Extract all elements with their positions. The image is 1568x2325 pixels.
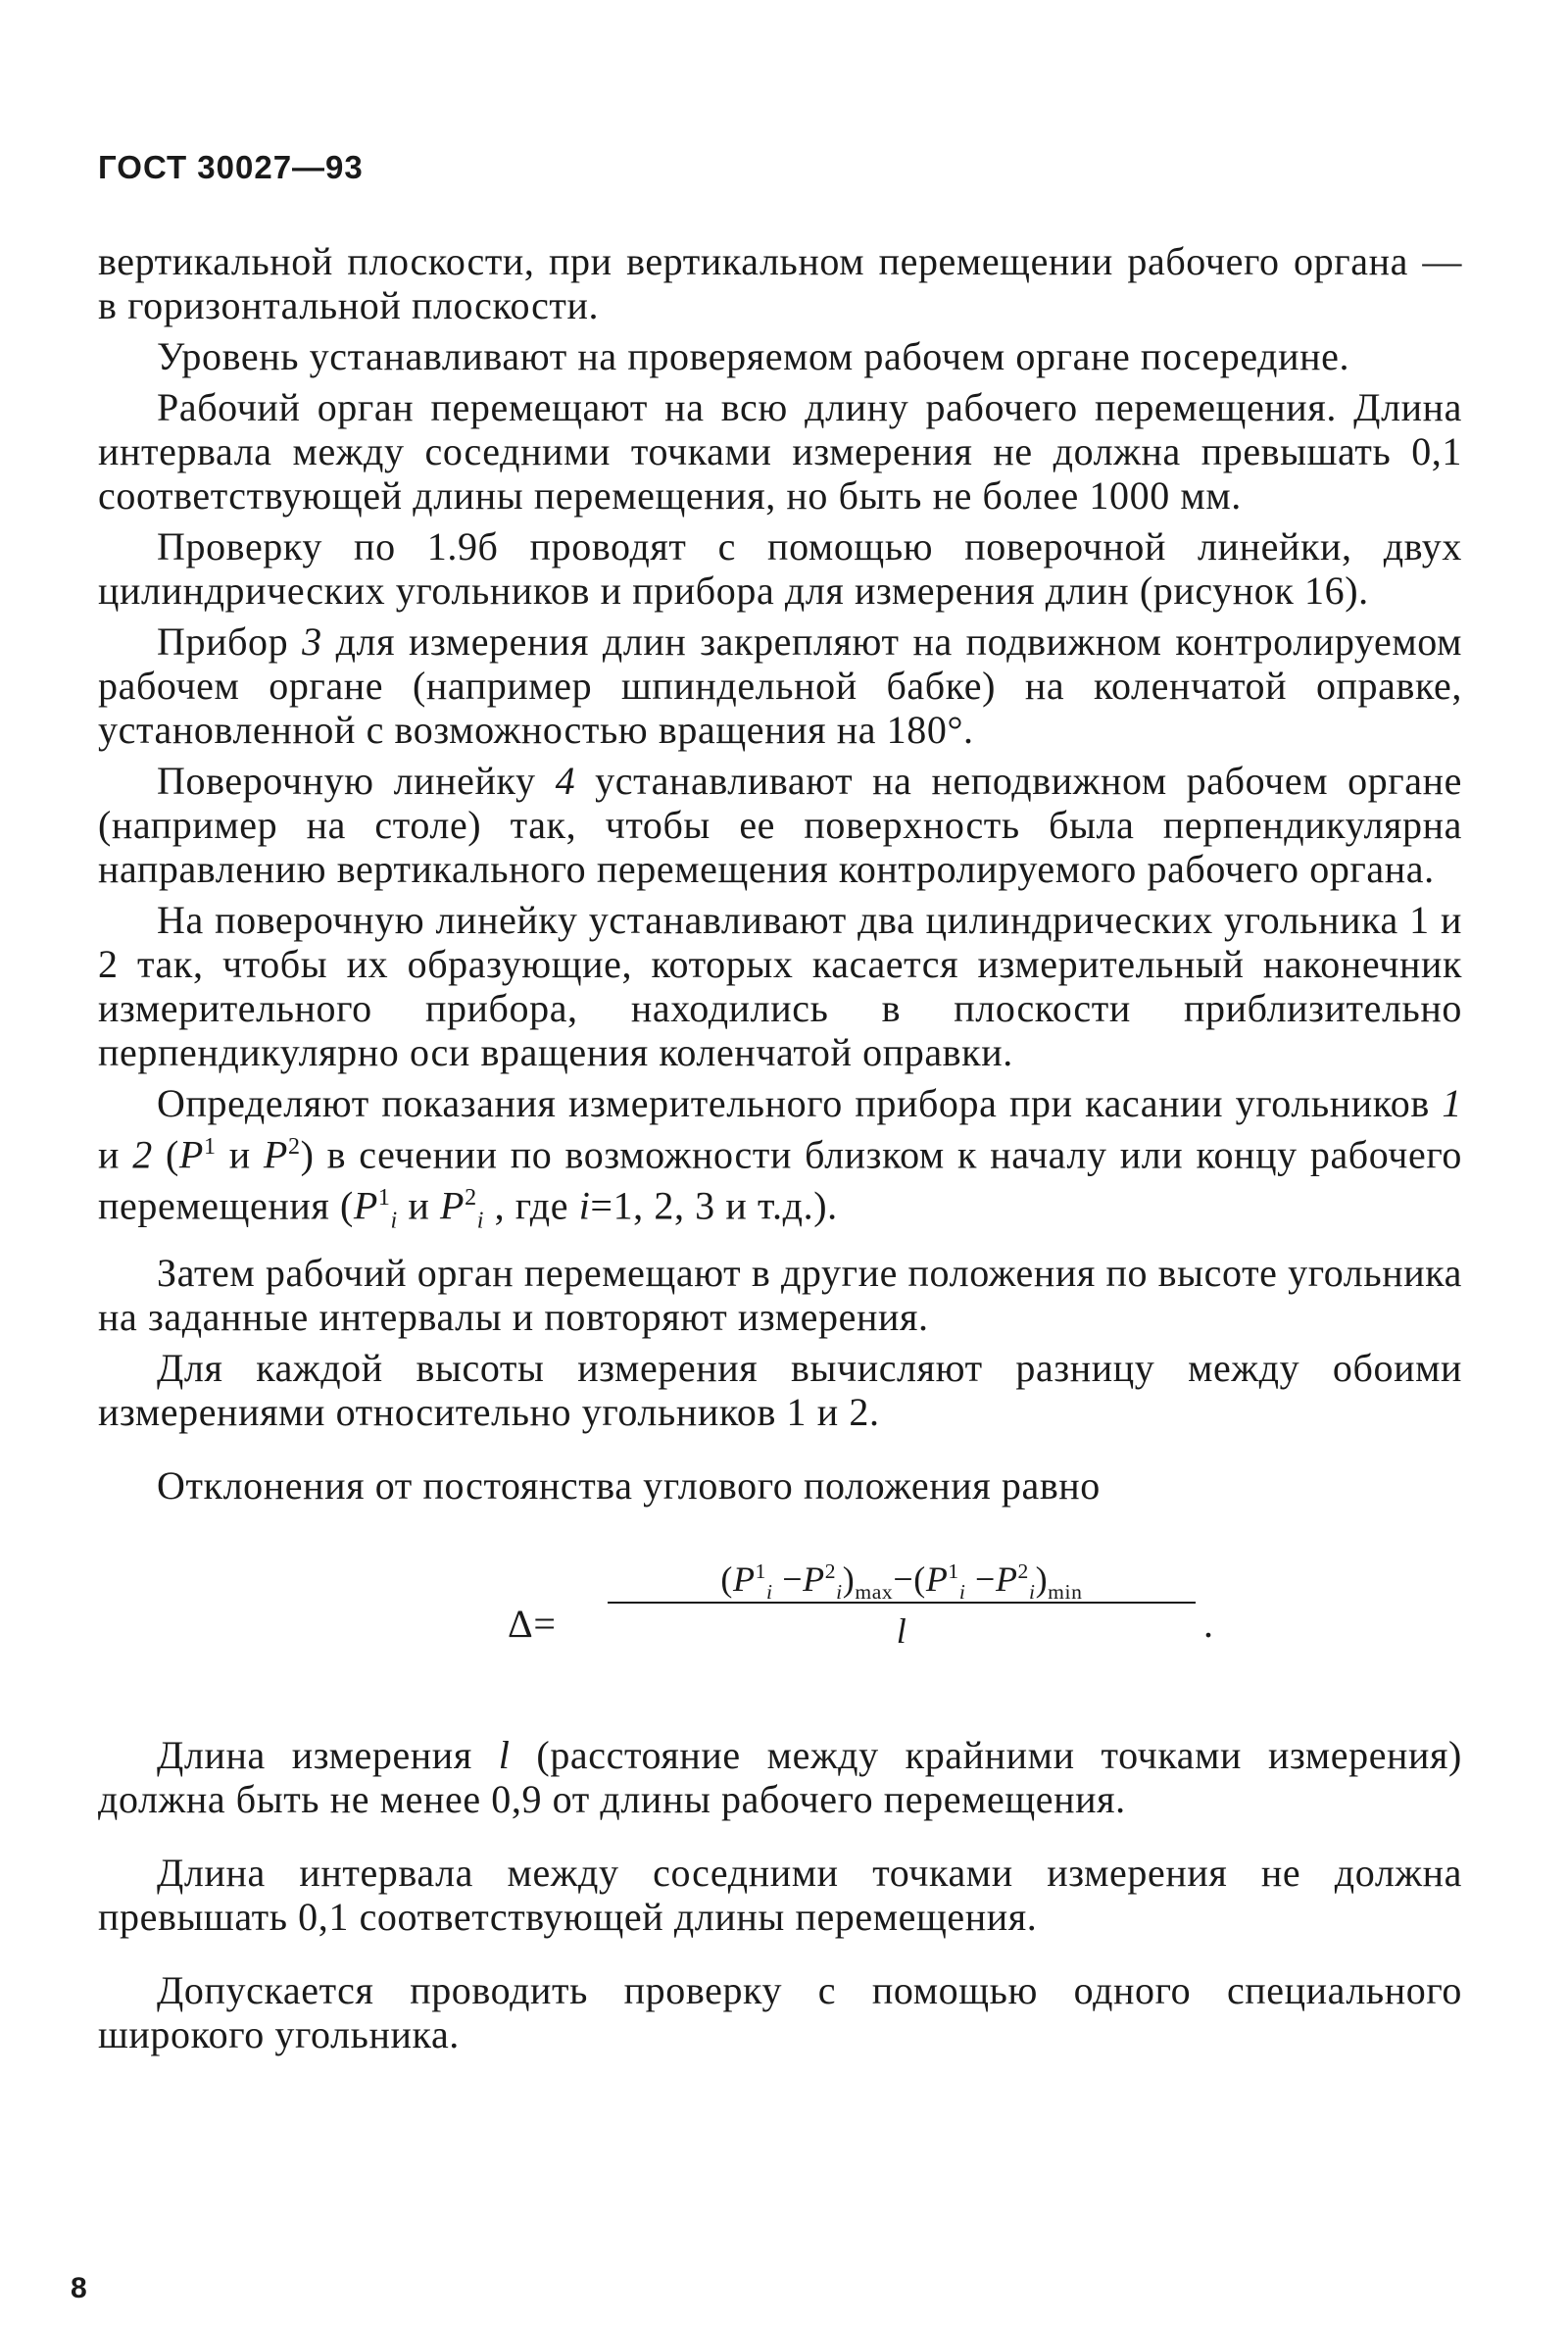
paragraph-13: Длина интервала между соседними точками измерения не должна превышать 0,1 соответствующей длины перемещения. — [98, 1850, 1462, 1939]
paragraph-2: Уровень устанавливают на проверяемом рабочем органе посередине. — [157, 334, 1350, 378]
paragraph-4: Проверку по 1.9б проводят с помощью поверочной линейки, двух цилиндрических угольников и прибора для измерения длин (рисунок 16). — [98, 524, 1462, 613]
paragraph-11: Отклонения от постоянства углового положения равно — [157, 1462, 1101, 1508]
formula-end: . — [1203, 1601, 1214, 1646]
deviation-formula — [98, 1547, 1462, 1694]
paragraph-14: Допускается проводить проверку с помощью одного специального широкого угольника. — [98, 1967, 1462, 2056]
paragraph-3: Рабочий орган перемещают на всю длину рабочего перемещения. Длина интервала между соседними точками измерения не должна превышать 0,1 соответствующей длины перемещения, но быть не более 1000 мм. — [98, 385, 1462, 518]
paragraph-9: Затем рабочий орган перемещают в другие положения по высоте угольника на заданные интервалы и повторяют измерения. — [98, 1250, 1462, 1339]
paragraph-5: Прибор 3 для измерения длин закрепляют на подвижном контролируемом рабочем органе (например шпиндельной бабке) на коленчатой оправке, установленной с возможностью вращения на 180°. — [98, 619, 1462, 752]
formula-numerator: $(P^1_i -P^2_i)_{max}-(P^1_i -P^2_i)_{min}$ — [720, 1558, 1083, 1604]
document-header: ГОСТ 30027—93 — [98, 149, 364, 185]
paragraph-8: Определяют показания измерительного прибора при касании угольников 1 и 2 ($P^1$ и $P^2$) в сечении по возможности близком к началу или концу рабочего перемещения ($P^1_i$ и $P^2_i$ , где i=1, 2, 3 и т.д.). — [98, 1081, 1462, 1234]
paragraph-12: Длина измерения l (расстояние между крайними точками измерения) должна быть не менее 0,9 от длины рабочего перемещения. — [98, 1732, 1462, 1821]
page-number: 8 — [71, 2272, 87, 2304]
body-text — [98, 239, 1462, 2063]
formula-fraction — [608, 1547, 1196, 1654]
paragraph-6: Поверочную линейку 4 устанавливают на неподвижном рабочем органе (например на столе) так, чтобы ее поверхность была перпендикулярна направлению вертикального перемещения контролируемого рабочего органа. — [98, 759, 1462, 891]
fraction-bar — [608, 1602, 1196, 1604]
paragraph-7: На поверочную линейку устанавливают два цилиндрических угольника 1 и 2 так, чтобы их образующие, которых касается измерительный наконечник измерительного прибора, находились в плоскости приблизительно перпендикулярно оси вращения коленчатой оправки. — [98, 898, 1462, 1074]
paragraph-1: вертикальной плоскости, при вертикальном перемещении рабочего органа — в горизонтальной плоскости. — [98, 239, 1462, 327]
formula-denominator: l — [896, 1610, 907, 1651]
paragraph-10: Для каждой высоты измерения вычисляют разницу между обоими измерениями относительно угольников 1 и 2. — [98, 1345, 1462, 1434]
formula-lhs: Δ= — [508, 1601, 557, 1646]
